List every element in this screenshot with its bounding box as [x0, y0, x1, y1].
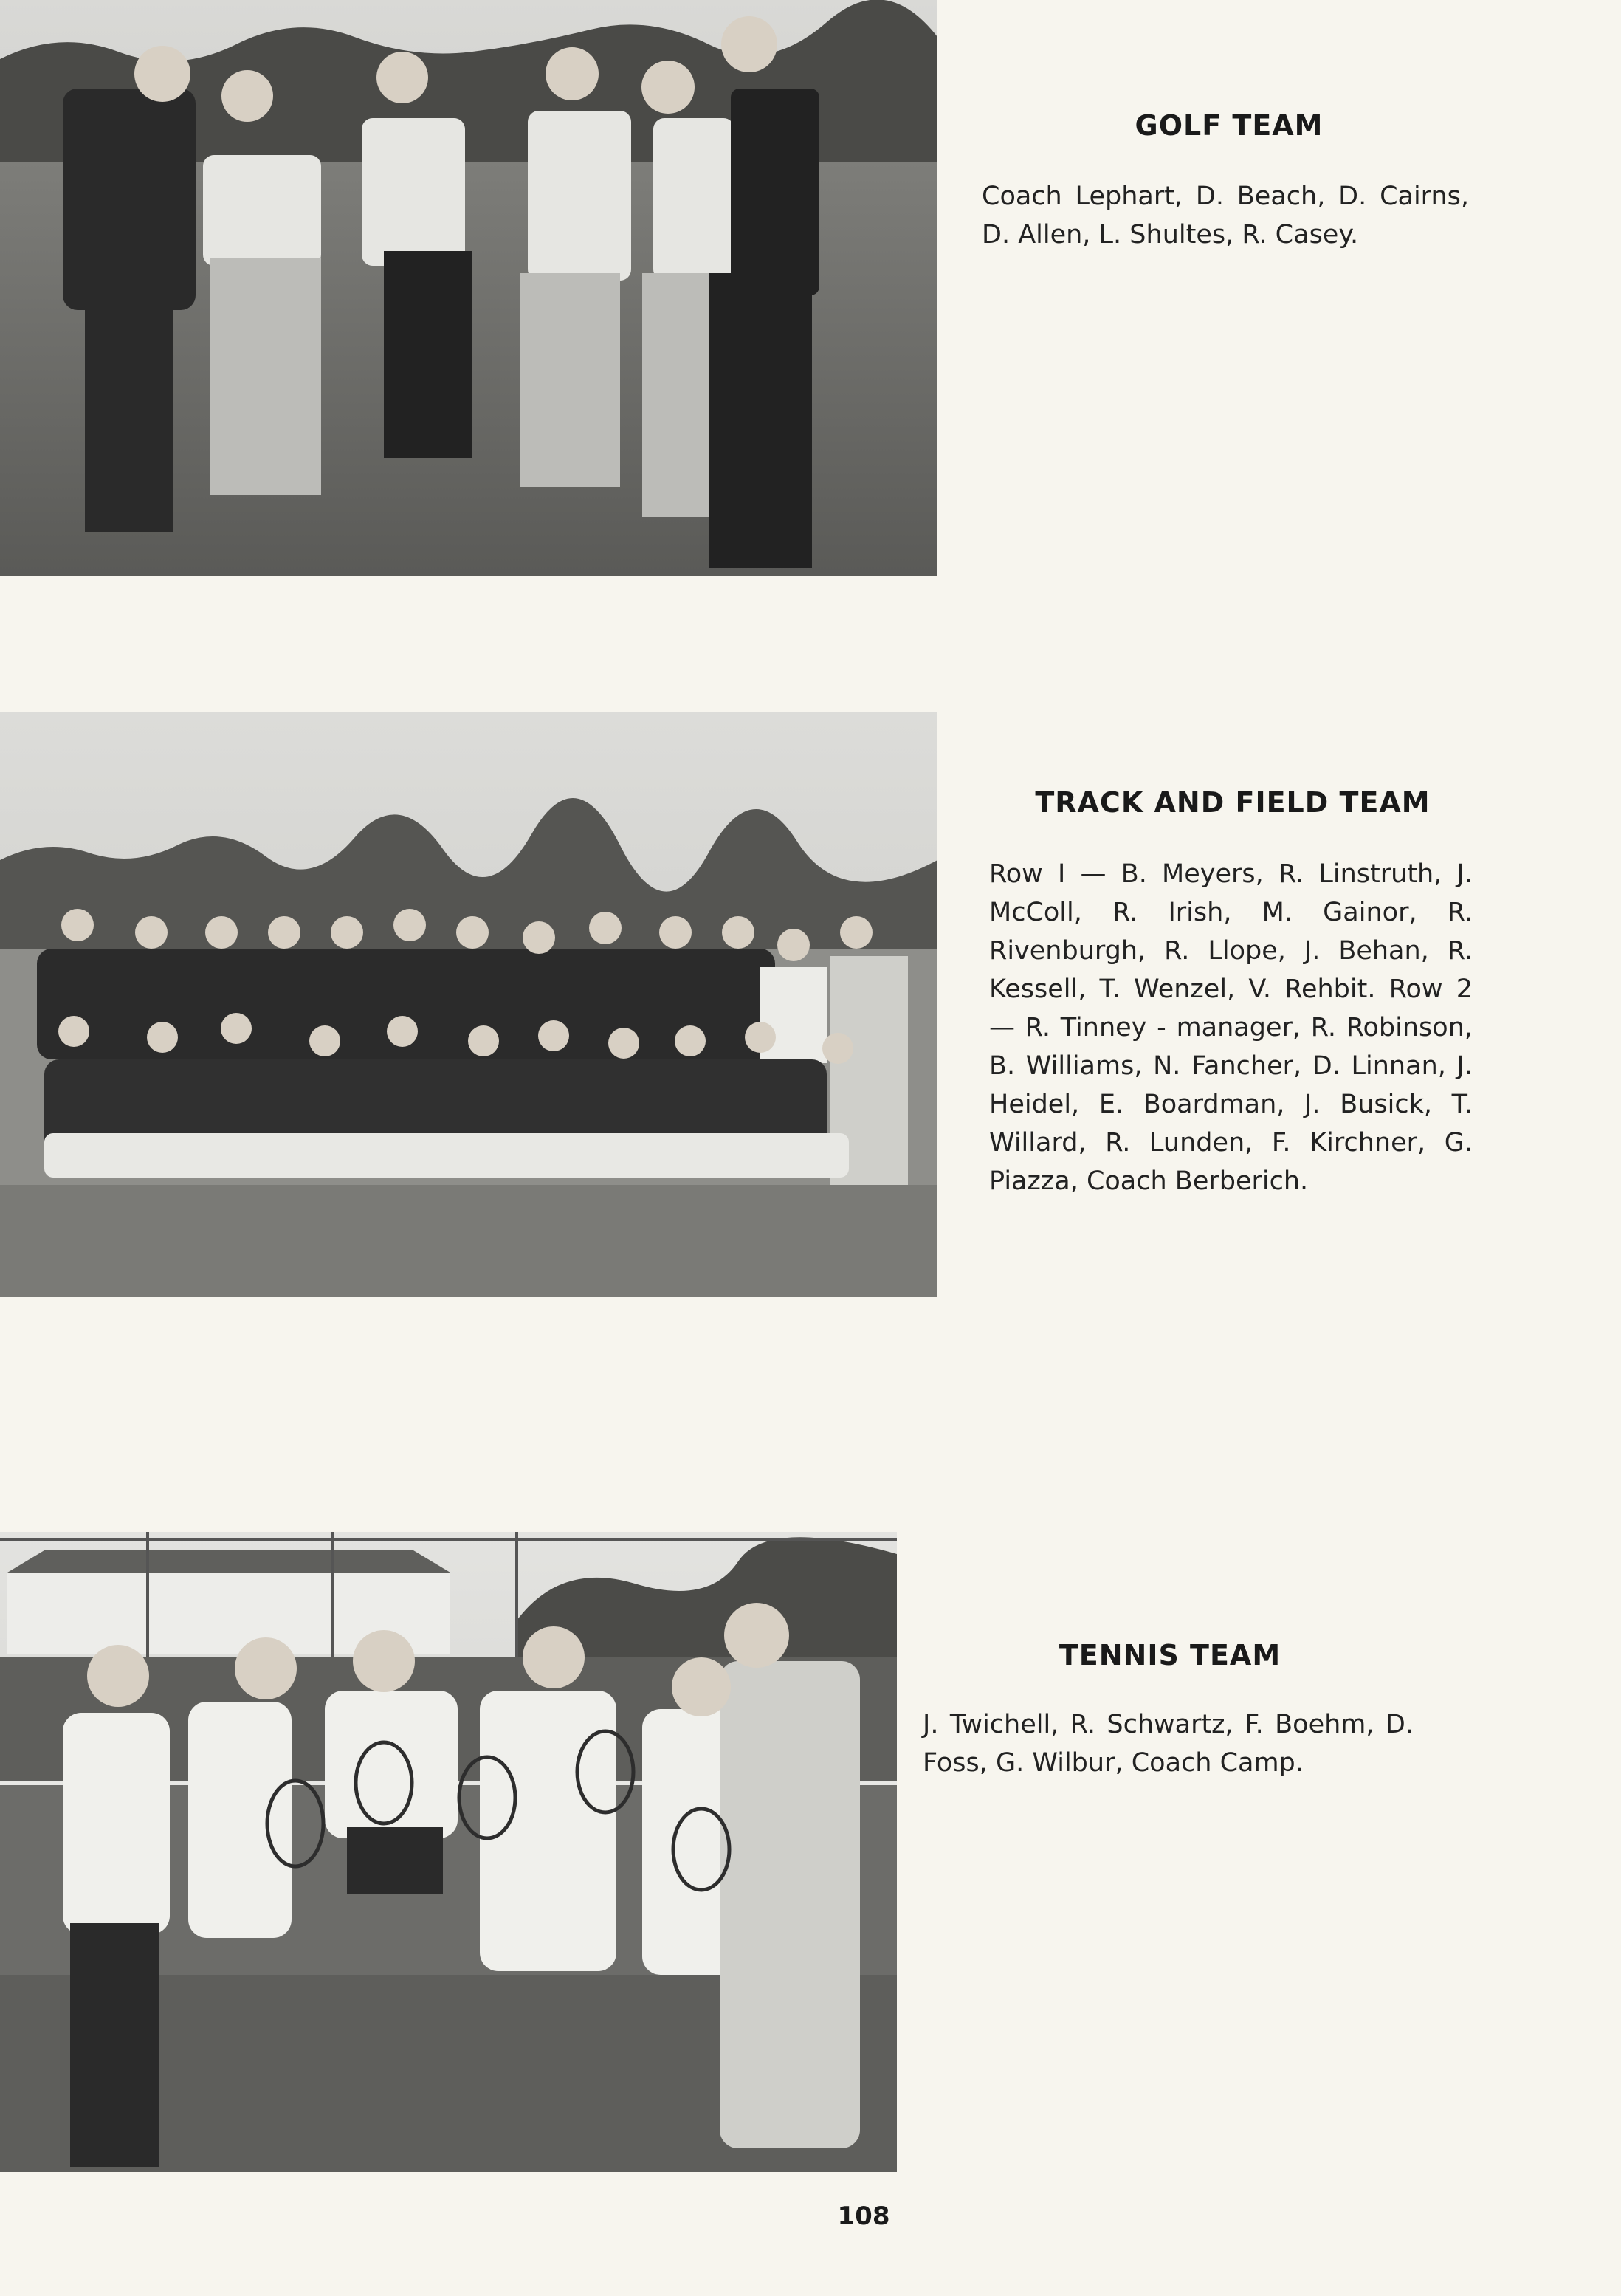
golf-team-heading: GOLF TEAM	[1135, 109, 1324, 142]
golf-team-photo	[0, 0, 937, 576]
track-and-field-team-photo	[0, 712, 937, 1297]
golf-team-caption: Coach Lephart, D. Beach, D. Cairns, D. Allen, L. Shultes, R. Casey.	[982, 182, 1469, 250]
tennis-team-photo	[0, 1532, 897, 2172]
track-and-field-team-caption: Row I — B. Meyers, R. Linstruth, J. McColl, R. Irish, M. Gainor, R. Rivenburgh, R. Llope, J. Behan, R. Kessell, T. Wenzel, V. Rehbit. Row 2 — R. Tinney - manager, R. Robinson, B. Williams, N. Fancher, D. Linnan, J. Heidel, E. Boardman, J. Busick, T. Willard, R. Lunden, F. Kirchner, G. Piazza, Coach Berberich.	[989, 859, 1473, 1196]
track-and-field-team-heading: TRACK AND FIELD TEAM	[1035, 786, 1431, 819]
tennis-team-heading: TENNIS TEAM	[1059, 1639, 1281, 1671]
tennis-team-caption: J. Twichell, R. Schwartz, F. Boehm, D. Foss, G. Wilbur, Coach Camp.	[923, 1710, 1414, 1778]
page-number: 108	[837, 2202, 890, 2231]
